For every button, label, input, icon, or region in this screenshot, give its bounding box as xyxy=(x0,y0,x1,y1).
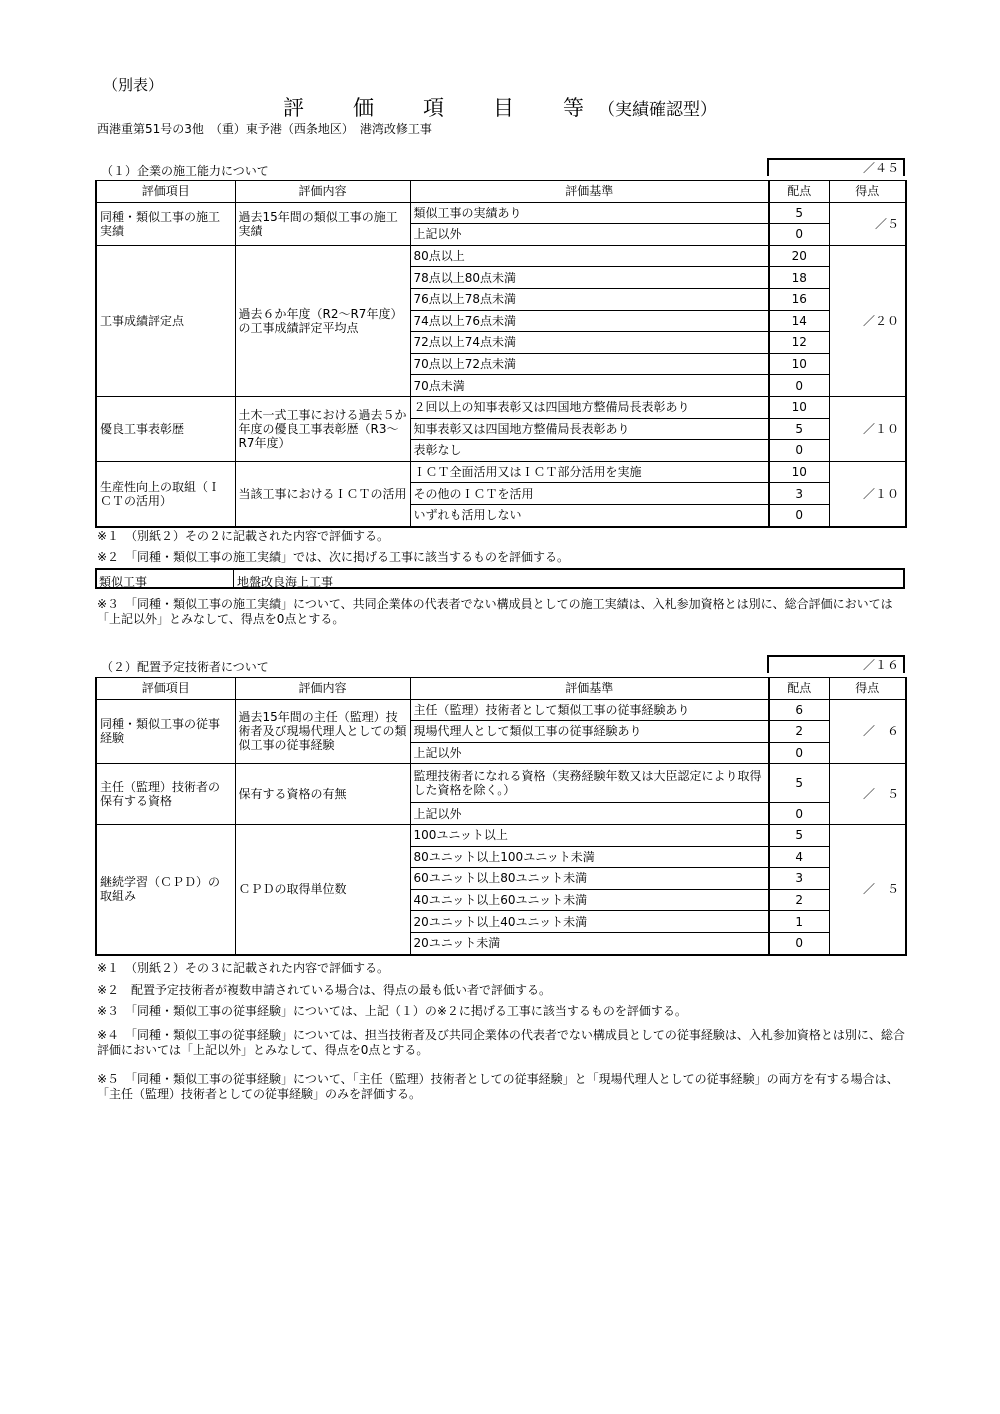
title-sub: （実績確認型） xyxy=(598,100,717,120)
document-title xyxy=(0,92,1000,122)
evaluation-item: 同種・類似工事の従事経験 xyxy=(96,699,235,764)
section1-total: ／４５ xyxy=(767,158,905,176)
criteria-cell: ２回以上の知事表彰又は四国地方整備局長表彰あり xyxy=(410,396,769,418)
score-cell: ／２０ xyxy=(829,245,906,396)
points-cell: 5 xyxy=(769,418,829,440)
score-cell: ／ ６ xyxy=(829,699,906,764)
score-cell: ／ ５ xyxy=(829,824,906,954)
criteria-cell: 72点以上74点未満 xyxy=(410,332,769,354)
score-cell: ／５ xyxy=(829,202,906,245)
header-content: 評価内容 xyxy=(235,678,410,700)
criteria-cell: 20ユニット未満 xyxy=(410,932,769,954)
table-row xyxy=(96,699,906,721)
evaluation-item: 同種・類似工事の施工実績 xyxy=(96,202,235,245)
similar-works-value: 地盤改良海上工事 xyxy=(237,575,334,589)
evaluation-content: ＣＰＤの取得単位数 xyxy=(235,824,410,954)
evaluation-content: 当該工事におけるＩＣＴの活用 xyxy=(235,461,410,526)
section1-label: （１）企業の施工能力について xyxy=(101,164,269,178)
points-cell: 0 xyxy=(769,504,829,526)
points-cell: 16 xyxy=(769,288,829,310)
section1-note-1: ※１ （別紙２）その２に記載された内容で評価する。 xyxy=(97,529,390,543)
evaluation-item: 継続学習（ＣＰＤ）の取組み xyxy=(96,824,235,954)
criteria-cell: 100ユニット以上 xyxy=(410,824,769,846)
header-points: 配点 xyxy=(769,678,829,700)
criteria-cell: 74点以上76点未満 xyxy=(410,310,769,332)
points-cell: 18 xyxy=(769,267,829,289)
section2-label: （２）配置予定技術者について xyxy=(101,660,269,674)
criteria-cell: 表彰なし xyxy=(410,440,769,462)
criteria-cell: 70点以上72点未満 xyxy=(410,353,769,375)
points-cell: 5 xyxy=(769,764,829,803)
table-row xyxy=(96,461,906,483)
section2-note-5: ※５ 「同種・類似工事の従事経験」について、「主任（監理）技術者としての従事経験」と「現場代理人としての従事経験」の両方を有する場合は、「主任（監理）技術者としての従事経験」のみを評価する。 xyxy=(97,1072,899,1101)
header-criteria: 評価基準 xyxy=(410,678,769,700)
score-cell: ／１０ xyxy=(829,461,906,526)
criteria-cell: 80ユニット以上100ユニット未満 xyxy=(410,846,769,868)
criteria-cell: 類似工事の実績あり xyxy=(410,202,769,224)
similar-works-box xyxy=(95,568,905,589)
evaluation-content: 過去15年間の主任（監理）技術者及び現場代理人としての類似工事の従事経験 xyxy=(235,699,410,764)
section1-table xyxy=(95,180,907,528)
points-cell: 0 xyxy=(769,224,829,246)
evaluation-item: 生産性向上の取組（ＩＣＴの活用） xyxy=(96,461,235,526)
points-cell: 20 xyxy=(769,245,829,267)
points-cell: 3 xyxy=(769,483,829,505)
points-cell: 2 xyxy=(769,889,829,911)
criteria-cell: 主任（監理）技術者として類似工事の従事経験あり xyxy=(410,699,769,721)
points-cell: 1 xyxy=(769,911,829,933)
criteria-cell: その他のＩＣＴを活用 xyxy=(410,483,769,505)
points-cell: 0 xyxy=(769,932,829,954)
section2-note-1: ※１ （別紙２）その３に記載された内容で評価する。 xyxy=(97,961,390,975)
criteria-cell: 知事表彰又は四国地方整備局長表彰あり xyxy=(410,418,769,440)
table-row xyxy=(96,202,906,224)
header-points: 配点 xyxy=(769,181,829,203)
annex-label: （別表） xyxy=(103,76,164,94)
section1-note-2: ※２ 「同種・類似工事の施工実績」では、次に掲げる工事に該当するものを評価する。 xyxy=(97,550,570,564)
criteria-cell: 40ユニット以上60ユニット未満 xyxy=(410,889,769,911)
points-cell: 0 xyxy=(769,440,829,462)
points-cell: 10 xyxy=(769,396,829,418)
project-name: 西港重第51号の3他 （重）東予港（西条地区） 港湾改修工事 xyxy=(97,122,432,136)
criteria-cell: 60ユニット以上80ユニット未満 xyxy=(410,868,769,890)
header-score: 得点 xyxy=(829,181,906,203)
title-main: 評 価 項 目 等 xyxy=(283,96,598,120)
points-cell: 5 xyxy=(769,202,829,224)
evaluation-content: 過去６か年度（R2～R7年度）の工事成績評定平均点 xyxy=(235,245,410,396)
section2-note-4: ※４ 「同種・類似工事の従事経験」については、担当技術者及び共同企業体の代表者でない構成員としての従事経験は、入札参加資格とは別に、総合評価においては「上記以外」とみなして、得点を0点とする。 xyxy=(97,1028,905,1057)
points-cell: 5 xyxy=(769,824,829,846)
criteria-cell: 上記以外 xyxy=(410,224,769,246)
points-cell: 14 xyxy=(769,310,829,332)
points-cell: 0 xyxy=(769,803,829,825)
criteria-cell: 20ユニット以上40ユニット未満 xyxy=(410,911,769,933)
table-header-row xyxy=(96,181,906,203)
similar-works-label: 類似工事 xyxy=(99,575,148,589)
header-item: 評価項目 xyxy=(96,181,235,203)
section2-note-3: ※３ 「同種・類似工事の従事経験」については、上記（１）の※２に掲げる工事に該当するものを評価する。 xyxy=(97,1004,687,1018)
points-cell: 0 xyxy=(769,742,829,764)
score-cell: ／ ５ xyxy=(829,764,906,825)
evaluation-item: 工事成績評定点 xyxy=(96,245,235,396)
points-cell: 6 xyxy=(769,699,829,721)
criteria-cell: 現場代理人として類似工事の従事経験あり xyxy=(410,721,769,743)
evaluation-content: 保有する資格の有無 xyxy=(235,764,410,825)
section1-note-3: ※３ 「同種・類似工事の施工実績」について、共同企業体の代表者でない構成員としての施工実績は、入札参加資格とは別に、総合評価においては「上記以外」とみなして、得点を0点とする。 xyxy=(97,597,893,626)
table-row xyxy=(96,764,906,803)
table-row xyxy=(96,396,906,418)
table-row xyxy=(96,824,906,846)
points-cell: 4 xyxy=(769,846,829,868)
section2-total: ／１６ xyxy=(767,655,905,673)
header-content: 評価内容 xyxy=(235,181,410,203)
criteria-cell: 上記以外 xyxy=(410,803,769,825)
points-cell: 3 xyxy=(769,868,829,890)
evaluation-content: 過去15年間の類似工事の施工実績 xyxy=(235,202,410,245)
header-score: 得点 xyxy=(829,678,906,700)
table-row xyxy=(96,245,906,267)
criteria-cell: いずれも活用しない xyxy=(410,504,769,526)
criteria-cell: 76点以上78点未満 xyxy=(410,288,769,310)
criteria-cell: ＩＣＴ全面活用又はＩＣＴ部分活用を実施 xyxy=(410,461,769,483)
points-cell: 0 xyxy=(769,375,829,397)
evaluation-item: 優良工事表彰歴 xyxy=(96,396,235,461)
criteria-cell: 監理技術者になれる資格（実務経験年数又は大臣認定により取得した資格を除く。） xyxy=(410,764,769,803)
criteria-cell: 70点未満 xyxy=(410,375,769,397)
points-cell: 10 xyxy=(769,461,829,483)
evaluation-content: 土木一式工事における過去５か年度の優良工事表彰歴（R3～R7年度） xyxy=(235,396,410,461)
header-item: 評価項目 xyxy=(96,678,235,700)
points-cell: 2 xyxy=(769,721,829,743)
criteria-cell: 80点以上 xyxy=(410,245,769,267)
points-cell: 10 xyxy=(769,353,829,375)
points-cell: 12 xyxy=(769,332,829,354)
table-header-row xyxy=(96,678,906,700)
score-cell: ／１０ xyxy=(829,396,906,461)
criteria-cell: 78点以上80点未満 xyxy=(410,267,769,289)
section2-table xyxy=(95,677,907,956)
section2-note-2: ※２ 配置予定技術者が複数申請されている場合は、得点の最も低い者で評価する。 xyxy=(97,983,552,997)
criteria-cell: 上記以外 xyxy=(410,742,769,764)
header-criteria: 評価基準 xyxy=(410,181,769,203)
evaluation-item: 主任（監理）技術者の保有する資格 xyxy=(96,764,235,825)
